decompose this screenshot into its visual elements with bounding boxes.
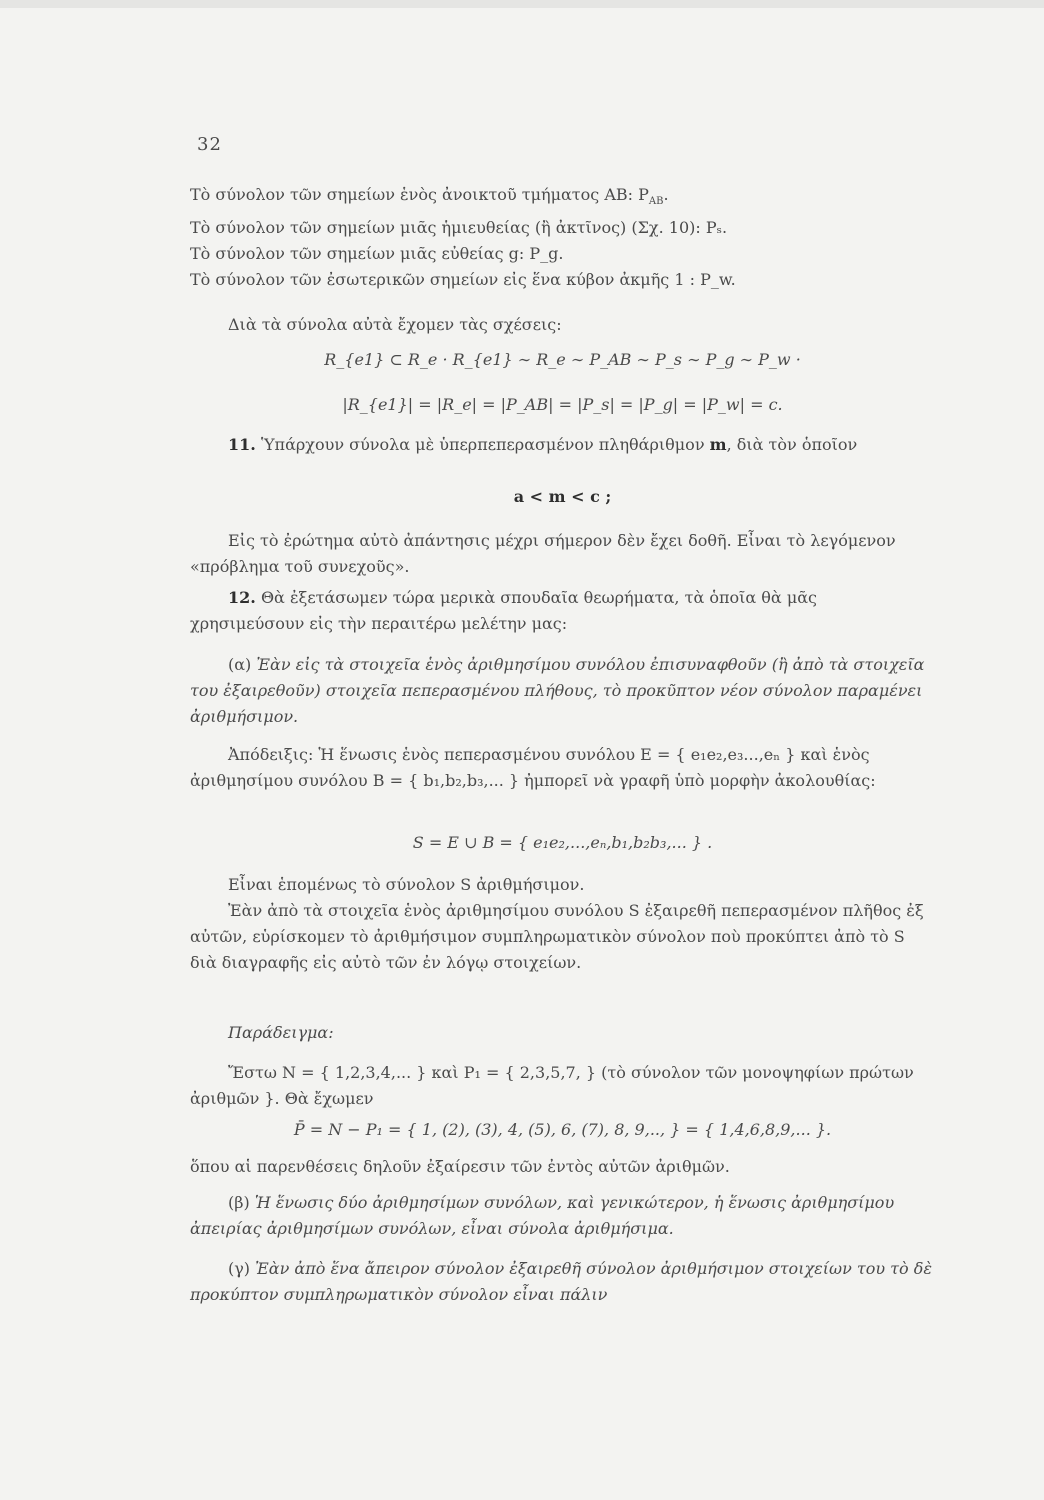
section-12-text: Θὰ ἐξετάσωμεν τώρα μερικὰ σπουδαῖα θεωρήματα, τὰ ὁποῖα θὰ μᾶς χρησιμεύσουν εἰς τὴν περαιτέρω μελέτην μας: (190, 588, 817, 633)
theorem-c-label: (γ) (228, 1259, 251, 1278)
theorem-c (190, 1256, 935, 1308)
theorem-c-text: Ἐὰν ἀπὸ ἕνα ἄπειρον σύνολον ἐξαιρεθῆ σύνολον ἀριθμήσιμον στοιχείων του τὸ δὲ προκύπτον συμπληρωματικὸν σύνολον εἶναι πάλιν (190, 1259, 932, 1304)
def-cube: Τὸ σύνολον τῶν ἐσωτερικῶν σημείων εἰς ἕνα κύβον ἀκμῆς 1 : P_w. (190, 270, 736, 290)
page-number: 32 (197, 134, 222, 155)
equation-continuum: a < m < c ; (513, 487, 612, 506)
theorem-b (190, 1190, 935, 1242)
proof-paragraph: Ἀπόδειξις: Ἡ ἕνωσις ἑνὸς πεπερασμένου συνόλου E = { e₁e₂,e₃...,eₙ } καὶ ἑνὸς ἀριθμησίμου συνόλου B = { b₁,b₂,b₃,... } ἠμπορεῖ νὰ γραφῆ ὑπὸ μορφὴν ἀκολουθίας: (190, 745, 876, 790)
def-segment-ab: Τὸ σύνολον τῶν σημείων ἑνὸς ἀνοικτοῦ τμήματος AB: $P_{AB}$. (190, 185, 669, 208)
paragraph-continuum-problem: Εἰς τὸ ἐρώτημα αὐτὸ ἀπάντησις μέχρι σήμερον δὲν ἔχει δοθῆ. Εἶναι τὸ λεγόμενον «πρόβλημα τοῦ συνεχοῦς». (190, 531, 896, 576)
section-11-m: m (709, 435, 727, 454)
paragraph-remove: Ἐὰν ἀπὸ τὰ στοιχεῖα ἑνὸς ἀριθμησίμου συνόλου S ἐξαιρεθῆ πεπερασμένον πλῆθος ἐξ αὐτῶν, εὑρίσκομεν τὸ ἀριθμήσιμον συμπληρωματικὸν σύνολον ποὺ προκύπτει ἀπὸ τὸ S διὰ διαγραφῆς εἰς αὐτὸ τῶν ἐν λόγῳ στοιχείων. (190, 901, 924, 972)
equation-cardinality: |R_{e1}| = |R_e| = |P_AB| = |P_s| = |P_g| = |P_w| = c. (342, 395, 783, 414)
paragraph-countable: Εἶναι ἑπομένως τὸ σύνολον S ἀριθμήσιμον. (228, 875, 585, 894)
theorem-a (190, 652, 935, 730)
page-top-edge (0, 0, 1044, 8)
section-11-number: 11. (228, 435, 256, 454)
relations-intro: Διὰ τὰ σύνολα αὐτὰ ἔχομεν τὰς σχέσεις: (228, 315, 562, 334)
section-12 (190, 585, 935, 637)
def-ray: Τὸ σύνολον τῶν σημείων μιᾶς ἡμιευθείας (ἢ ἀκτῖνος) (Σχ. 10): Pₛ. (190, 218, 728, 238)
section-11 (190, 432, 935, 458)
theorem-a-label: (α) (228, 655, 252, 674)
section-11-text2: , διὰ τὸν ὁποῖον (726, 435, 858, 454)
definitions-block (190, 182, 935, 293)
theorem-b-label: (β) (228, 1193, 250, 1212)
def-line: Τὸ σύνολον τῶν σημείων μιᾶς εὐθείας g: P_g. (190, 244, 564, 264)
equation-union: S = E ∪ B = { e₁e₂,...,eₙ,b₁,b₂b₃,... } . (412, 833, 713, 852)
theorem-a-text: Ἐὰν εἰς τὰ στοιχεῖα ἑνὸς ἀριθμησίμου συνόλου ἐπισυναφθοῦν (ἢ ἀπὸ τὰ στοιχεῖα του ἐξαιρεθοῦν) στοιχεῖα πεπερασμένου πλήθους, τὸ προκῦπτον νέον σύνολον παραμένει ἀριθμήσιμον. (190, 655, 925, 726)
theorem-b-text: Ἡ ἕνωσις δύο ἀριθμησίμων συνόλων, καὶ γενικώτερον, ἡ ἕνωσις ἀριθμησίμου ἀπειρίας ἀριθμησίμων συνόλων, εἶναι σύνολα ἀριθμήσιμα. (190, 1193, 895, 1238)
section-12-number: 12. (228, 588, 256, 607)
section-11-text1: Ὑπάρχουν σύνολα μὲ ὑπερπεπερασμένον πληθάριθμον (260, 435, 705, 454)
example-text: Ἔστω N = { 1,2,3,4,... } καὶ P₁ = { 2,3,5,7, } (τὸ σύνολον τῶν μονοψηφίων πρώτων ἀριθμῶν }. Θὰ ἔχωμεν (190, 1063, 914, 1108)
paragraph-parentheses: ὅπου αἱ παρενθέσεις δηλοῦν ἐξαίρεσιν τῶν ἐντὸς αὐτῶν ἀριθμῶν. (190, 1157, 730, 1176)
example-heading: Παράδειγμα: (228, 1023, 334, 1042)
equation-complement: P̄ = N − P₁ = { 1, (2), (3), 4, (5), 6, (7), 8, 9,.., } = { 1,4,6,8,9,... }. (293, 1120, 832, 1139)
equation-equivalence: R_{e1} ⊂ R_e · R_{e1} ∼ R_e ∼ P_AB ∼ P_s ∼ P_g ∼ P_w · (324, 350, 801, 369)
